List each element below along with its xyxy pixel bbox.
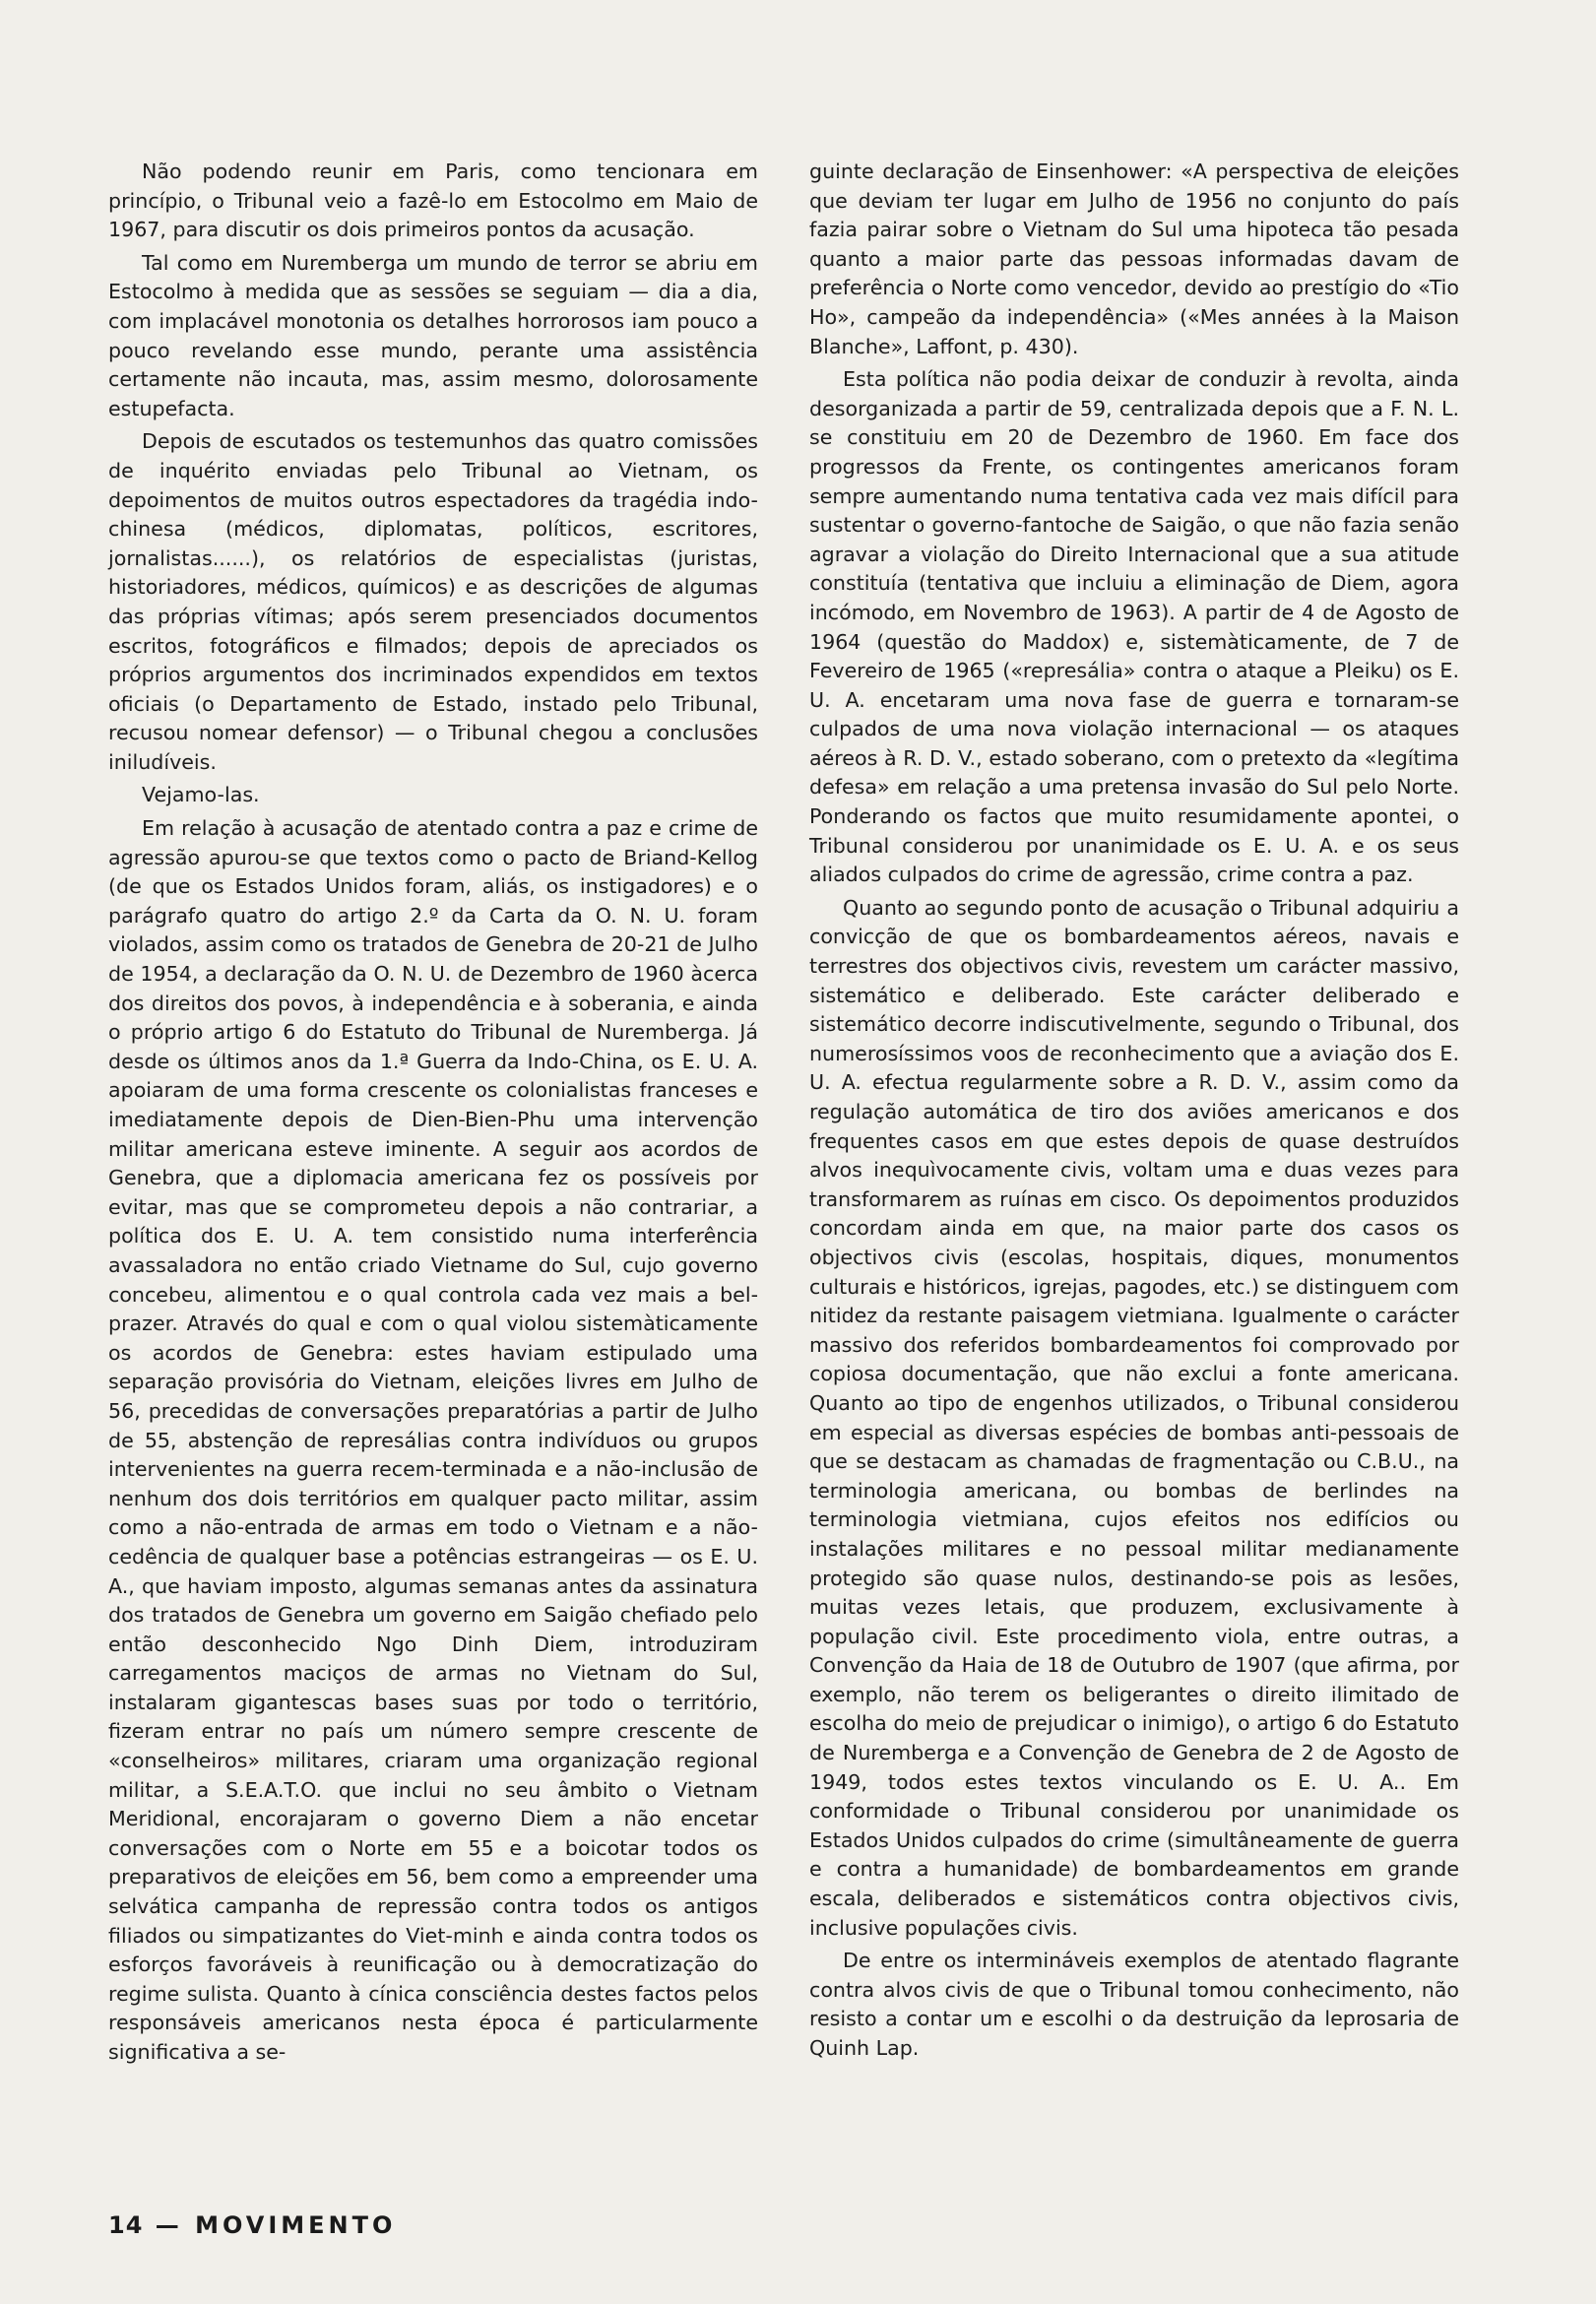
paragraph: Vejamo-las. <box>142 783 260 807</box>
paragraph: Tal como em Nuremberga um mundo de terror se abriu em Estocolmo à medida que as sessões se seguiam — dia a dia, com implacável monotonia os detalhes horrorosos iam pouco a pouco revelando esse mundo, perante uma assistência certamente não incauta, mas, assim mesmo, dolorosamente estupefacta. <box>108 250 758 420</box>
paragraph: Esta política não podia deixar de conduzir à revolta, ainda desorganizada a partir de 59, centralizada depois que a F. N. L. se constituiu em 20 de Dezembro de 1960. Em face dos progressos da Frente, os contingentes americanos foram sempre aumentando numa tentativa cada vez mais difícil para sustentar o governo-fantoche de Saigão, o que não fazia senão agravar a violação do Direito Internacional que a sua atitude constituía (tentativa que incluiu a eliminação de Diem, agora incómodo, em Novembro de 1963). A partir de 4 de Agosto de 1964 (questão do Maddox) e, sistemàticamente, de 7 de Fevereiro de 1965 («represália» contra o ataque a Pleiku) os E. U. A. encetaram uma nova fase de guerra e tornaram-se culpados de uma nova violação internacional — os ataques aéreos à R. D. V., estado soberano, com o pretexto da «legítima defesa» em relação a uma pretensa invasão do Sul pelo Norte. Ponderando os factos que muito resumidamente apontei, o Tribunal considerou por unanimidade os E. U. A. e os seus aliados culpados do crime de agressão, crime contra a paz. <box>809 367 1459 887</box>
paragraph: Quanto ao segundo ponto de acusação o Tribunal adquiriu a convicção de que os bombardeamentos aéreos, navais e terrestres dos objectivos civis, revestem um carácter massivo, sistemático e deliberado. Este carácter deliberado e sistemático decorre indiscutivelmente, segundo o Tribunal, dos numerosíssimos voos de reconhecimento que a aviação dos E. U. A. efectua regularmente sobre a R. D. V., assim como da regulação automática de tiro dos aviões americanos e dos frequentes casos em que estes depois de quase destruídos alvos inequìvocamente civis, voltam uma e duas vezes para transformarem as ruínas em cisco. Os depoimentos produzidos concordam ainda em que, na maior parte dos casos os objectivos civis (escolas, hospitais, diques, monumentos culturais e históricos, igrejas, pagodes, etc.) se distinguem com nitidez da restante paisagem vietmiana. Igualmente o carácter massivo dos referidos bombardeamentos foi comprovado por copiosa documentação, que não exclui a fonte americana. Quanto ao tipo de engenhos utilizados, o Tribunal considerou em especial as diversas espécies de bombas anti-pessoais de que se destacam as chamadas de fragmentação ou C.B.U., na terminologia americana, ou bombas de berlindes na terminologia vietmiana, cujos efeitos nos edifícios ou instalações militares e no pessoal militar medianamente protegido são quase nulos, destinando-se pois as lesões, muitas vezes letais, que produzem, exclusivamente à população civil. Este procedimento viola, entre outras, a Convenção da Haia de 18 de Outubro de 1907 (que afirma, por exemplo, não terem os beligerantes o direito ilimitado de escolha do meio de prejudicar o inimigo), o artigo 6 do Estatuto de Nuremberga e a Convenção de Genebra de 2 de Agosto de 1949, todos estes textos vinculando os E. U. A.. Em conformidade o Tribunal considerou por unanimidade os Estados Unidos culpados do crime (simultâneamente de guerra e contra a humanidade) de bombardeamentos em grande escala, deliberados e sistemáticos contra objectivos civis, inclusive populações civis. <box>809 895 1459 1940</box>
magazine-name: MOVIMENTO <box>195 2211 397 2239</box>
left-column <box>108 158 758 2072</box>
paragraph: Não podendo reunir em Paris, como tencionara em princípio, o Tribunal veio a fazê-lo em Estocolmo em Maio de 1967, para discutir os dois primeiros pontos da acusação. <box>108 160 758 242</box>
right-column <box>809 158 1459 2068</box>
paragraph-continued: guinte declaração de Einsenhower: «A perspectiva de eleições que deviam ter lugar em Julho de 1956 no conjunto do país fazia pairar sobre o Vietnam do Sul uma hipoteca tão pesada quanto a maior parte das pessoas informadas davam de preferência o Norte como vencedor, devido ao prestígio do «Tio Ho», campeão da independência» («Mes années à la Maison Blanche», Laffont, p. 430). <box>809 160 1459 358</box>
page-footer <box>108 2211 396 2239</box>
footer-separator: — <box>155 2211 183 2239</box>
paragraph: Em relação à acusação de atentado contra a paz e crime de agressão apurou-se que textos como o pacto de Briand-Kellog (de que os Estados Unidos foram, aliás, os instigadores) e o parágrafo quatro do artigo 2.º da Carta da O. N. U. foram violados, assim como os tratados de Genebra de 20-21 de Julho de 1954, a declaração da O. N. U. de Dezembro de 1960 àcerca dos direitos dos povos, à independência e à soberania, e ainda o próprio artigo 6 do Estatuto do Tribunal de Nuremberga. Já desde os últimos anos da 1.ª Guerra da Indo-China, os E. U. A. apoiaram de uma forma crescente os colonialistas franceses e imediatamente depois de Dien-Bien-Phu uma intervenção militar americana esteve iminente. A seguir aos acordos de Genebra, que a diplomacia americana fez os possíveis por evitar, mas que se comprometeu depois a não contrariar, a política dos E. U. A. tem consistido numa interferência avassaladora no então criado Vietname do Sul, cujo governo concebeu, alimentou e o qual controla cada vez mais a bel-prazer. Através do qual e com o qual violou sistemàticamente os acordos de Genebra: estes haviam estipulado uma separação provisória do Vietnam, eleições livres em Julho de 56, precedidas de conversações preparatórias a partir de Julho de 55, abstenção de represálias contra indivíduos ou grupos intervenientes na guerra recem-terminada e a não-inclusão de nenhum dos dois territórios em qualquer pacto militar, assim como a não-entrada de armas em todo o Vietnam e a não-cedência de qualquer base a potências estrangeiras — os E. U. A., que haviam imposto, algumas semanas antes da assinatura dos tratados de Genebra um governo em Saigão chefiado pelo então desconhecido Ngo Dinh Diem, introduziram carregamentos maciços de armas no Vietnam do Sul, instalaram gigantescas bases suas por todo o território, fizeram entrar no país um número sempre crescente de «conselheiros» militares, criaram uma organização regional militar, a S.E.A.T.O. que inclui no seu âmbito o Vietnam Meridional, encorajaram o governo Diem a não encetar conversações com o Norte em 55 e a boicotar todos os preparativos de eleições em 56, bem como a empreender uma selvática campanha de repressão contra todos os antigos filiados ou simpatizantes do Viet-minh e ainda contra todos os esforços favoráveis à reunificação ou à democratização do regime sulista. Quanto à cínica consciência destes factos pelos responsáveis americanos nesta época é particularmente significativa a se- <box>108 816 758 2064</box>
paragraph: De entre os intermináveis exemplos de atentado flagrante contra alvos civis de que o Tribunal tomou conhecimento, não resisto a contar um e escolhi o da destruição da leprosaria de Quinh Lap. <box>809 1949 1459 2060</box>
page-number: 14 <box>108 2211 144 2239</box>
paragraph: Depois de escutados os testemunhos das quatro comissões de inquérito enviadas pelo Tribunal ao Vietnam, os depoimentos de muitos outros espectadores da tragédia indo-chinesa (médicos, diplomatas, políticos, escritores, jornalistas......), os relatórios de especialistas (juristas, historiadores, médicos, químicos) e as descrições de algumas das próprias vítimas; após serem presenciados documentos escritos, fotográficos e filmados; depois de apreciados os próprios argumentos dos incriminados expendidos em textos oficiais (o Departamento de Estado, instado pelo Tribunal, recusou nomear defensor) — o Tribunal chegou a conclusões iniludíveis. <box>108 429 758 774</box>
